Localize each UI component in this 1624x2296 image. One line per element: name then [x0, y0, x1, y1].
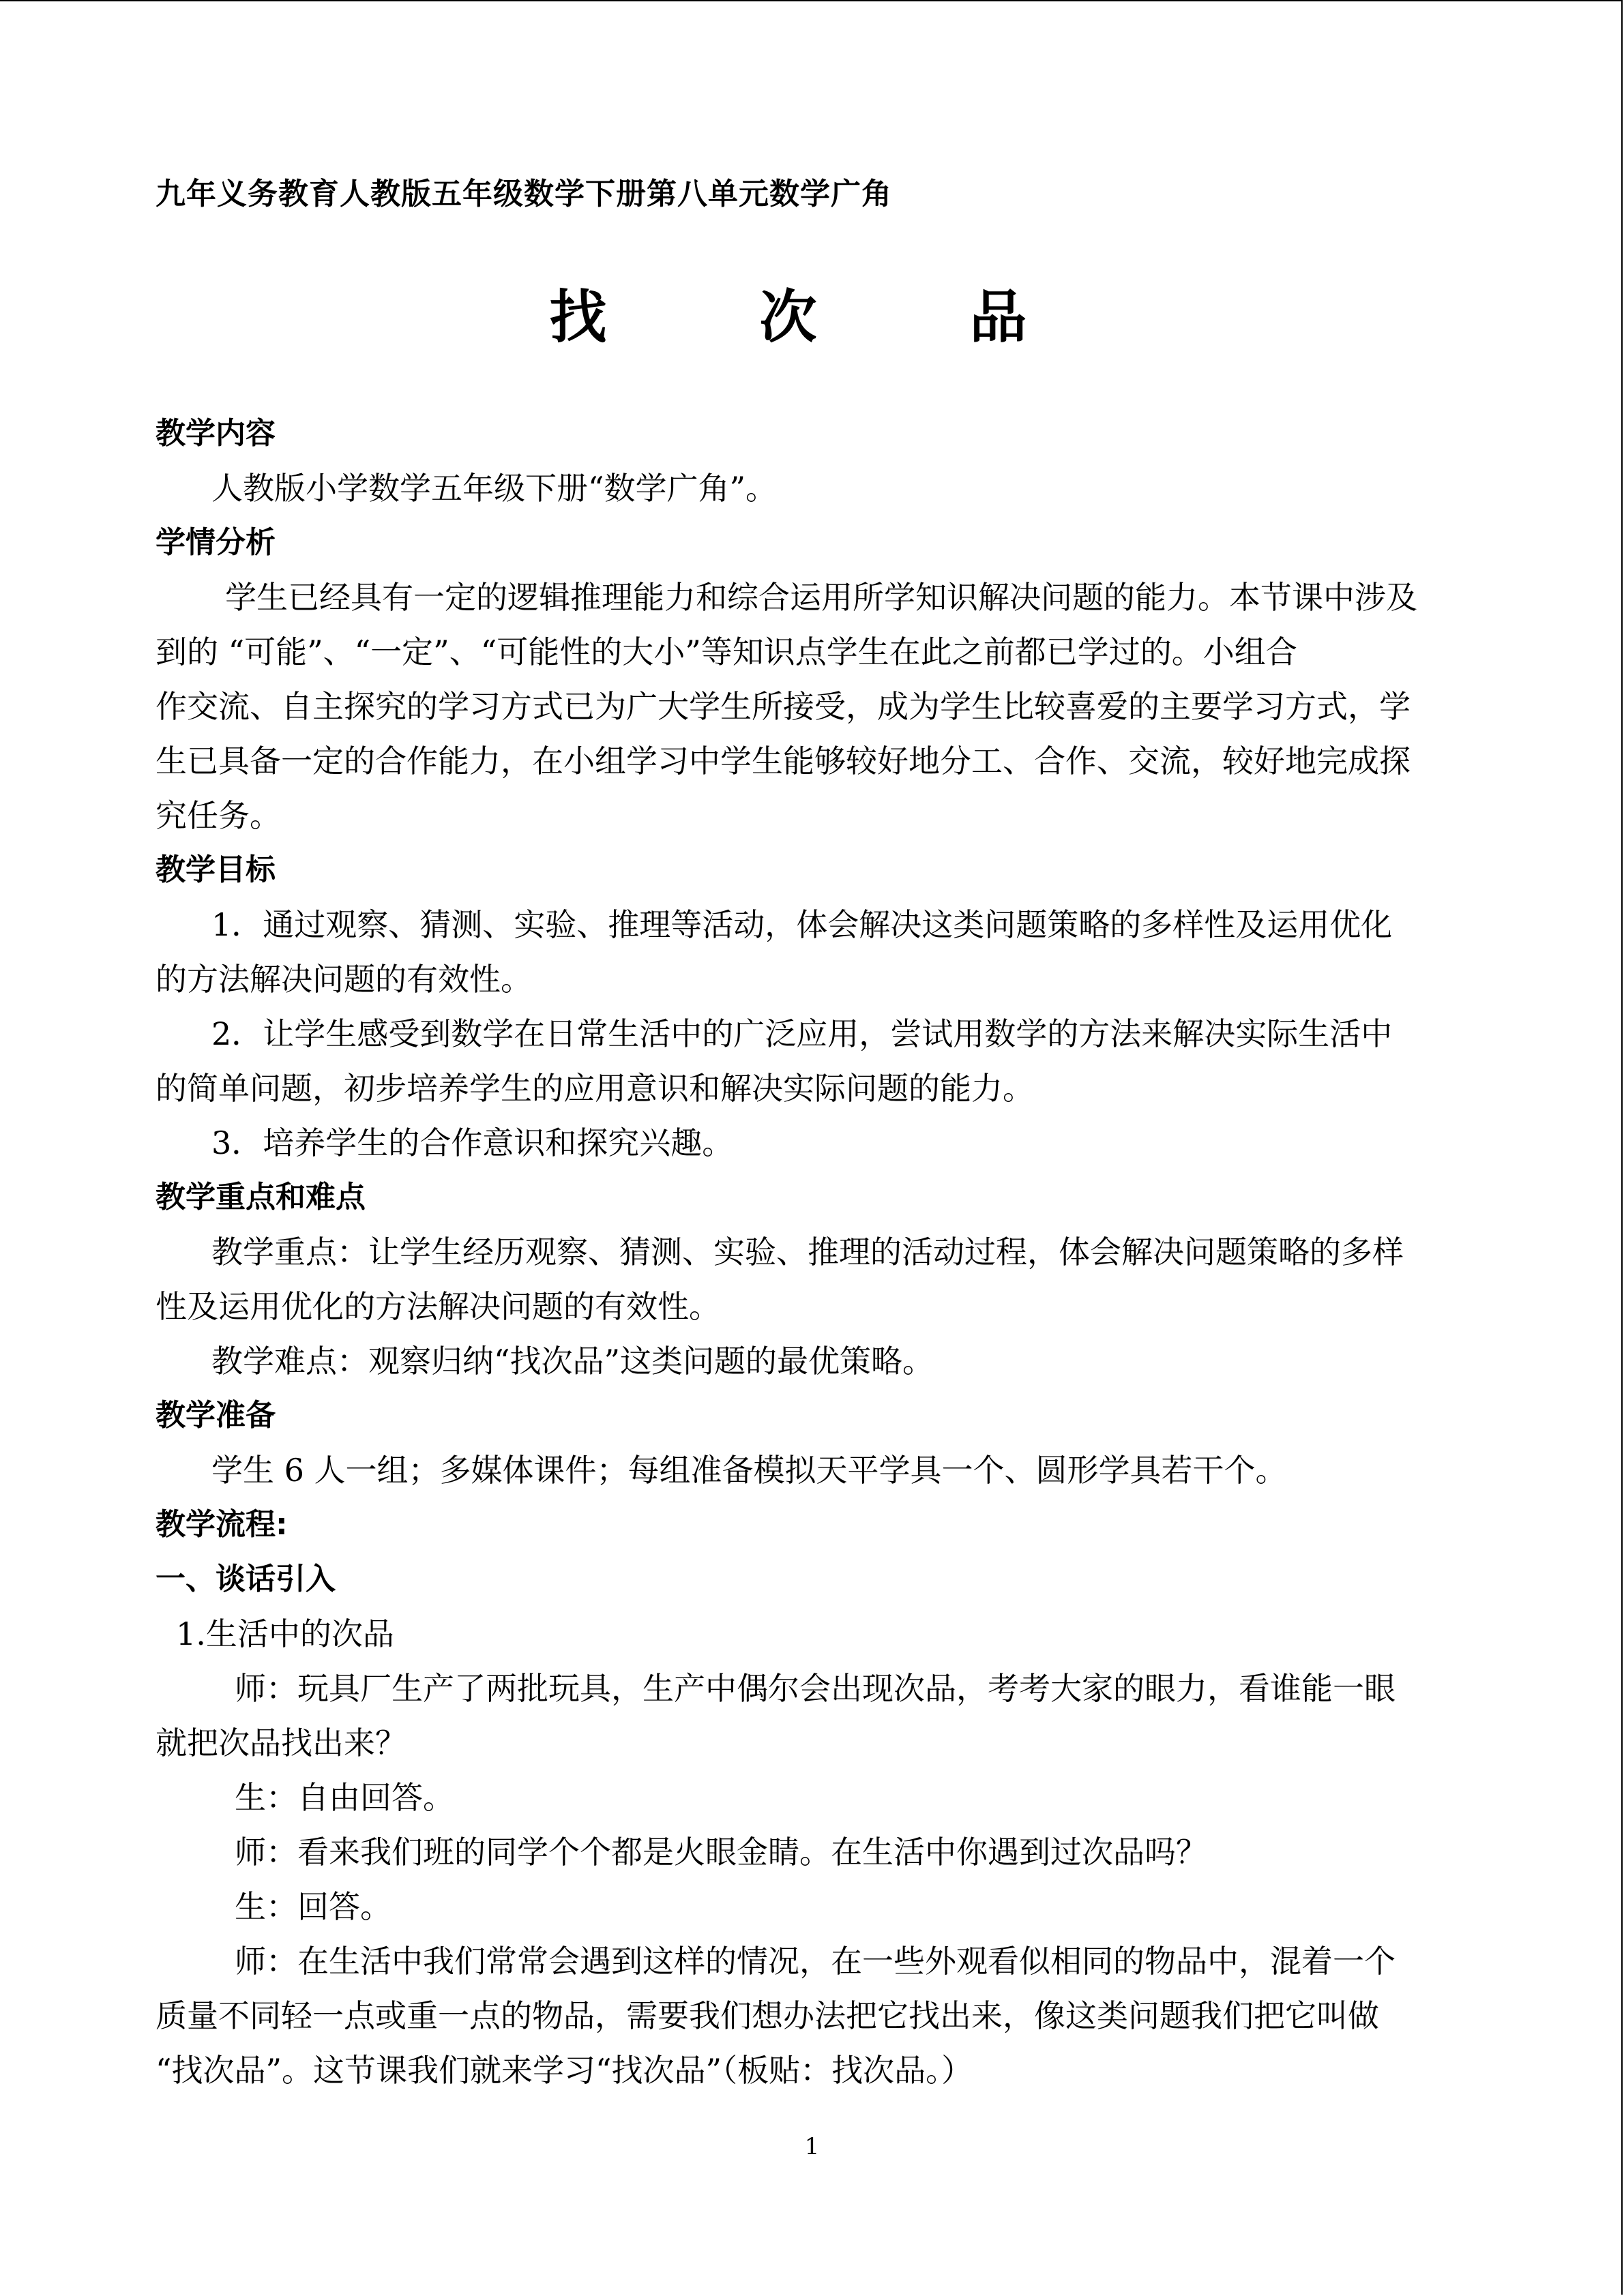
list-item: 3．培养学生的合作意识和探究兴趣。	[211, 1124, 734, 1161]
document-header: 九年义务教育人教版五年级数学下册第八单元数学广角	[156, 177, 892, 211]
section-heading-goals: 教学目标	[156, 852, 276, 887]
subsection-heading: 一、谈话引入	[156, 1562, 336, 1596]
section-heading-key-points: 教学重点和难点	[156, 1180, 366, 1214]
page-title: 找 次 品	[549, 284, 1075, 351]
list-item: 1．通过观察、猜测、实验、推理等活动，体会解决这类问题策略的多样性及运用优化	[211, 906, 1393, 943]
paragraph-line: 到的 “可能”、“一定”、“可能性的大小”等知识点学生在此之前都已学过的。小组合	[156, 633, 1297, 670]
document-body	[156, 406, 1465, 2098]
dialogue-line: 生：回答。	[235, 1888, 392, 1925]
paragraph-line: 作交流、自主探究的学习方式已为广大学生所接受，成为学生比较喜爱的主要学习方式，学	[156, 688, 1411, 725]
paragraph-line: 性及运用优化的方法解决问题的有效性。	[156, 1288, 720, 1325]
dialogue-line: 质量不同轻一点或重一点的物品，需要我们想办法把它找出来，像这类问题我们把它叫做	[156, 1997, 1379, 2034]
dialogue-line: 师：在生活中我们常常会遇到这样的情况，在一些外观看似相同的物品中，混着一个	[235, 1943, 1396, 1980]
dialogue-line: 师：看来我们班的同学个个都是火眼金睛。在生活中你遇到过次品吗？	[235, 1834, 1207, 1870]
paragraph: 人教版小学数学五年级下册“数学广角”。	[211, 470, 778, 507]
dialogue-line: “找次品”。这节课我们就来学习“找次品”（板贴：找次品。）	[156, 2052, 973, 2089]
list-item: 2．让学生感受到数学在日常生活中的广泛应用，尝试用数学的方法来解决实际生活中	[211, 1015, 1393, 1052]
paragraph-line: 学生已经具有一定的逻辑推理能力和综合运用所学知识解决问题的能力。本节课中涉及	[225, 579, 1417, 616]
section-heading-analysis: 学情分析	[156, 525, 276, 560]
paragraph-line: 教学难点：观察归纳“找次品”这类问题的最优策略。	[211, 1343, 934, 1380]
paragraph-line: 教学重点：让学生经历观察、猜测、实验、推理的活动过程，体会解决问题策略的多样	[211, 1234, 1404, 1270]
paragraph-line: 生已具备一定的合作能力，在小组学习中学生能够较好地分工、合作、交流，较好地完成探	[156, 743, 1411, 779]
paragraph-line: 的方法解决问题的有效性。	[156, 961, 532, 998]
page-number: 1	[804, 2133, 820, 2160]
dialogue-line: 师：玩具厂生产了两批玩具，生产中偶尔会出现次品，考考大家的眼力，看谁能一眼	[235, 1670, 1396, 1707]
section-heading-preparation: 教学准备	[156, 1398, 276, 1433]
dialogue-line: 就把次品找出来？	[156, 1725, 407, 1761]
paragraph: 学生 6 人一组；多媒体课件；每组准备模拟天平学具一个、圆形学具若干个。	[211, 1452, 1287, 1489]
paragraph-line: 究任务。	[156, 797, 281, 834]
sub-item-heading: 1.生活中的次品	[176, 1615, 394, 1652]
section-heading-content: 教学内容	[156, 416, 276, 451]
section-heading-flow: 教学流程:	[156, 1507, 288, 1542]
dialogue-line: 生：自由回答。	[235, 1779, 454, 1816]
paragraph-line: 的简单问题，初步培养学生的应用意识和解决实际问题的能力。	[156, 1070, 1034, 1107]
